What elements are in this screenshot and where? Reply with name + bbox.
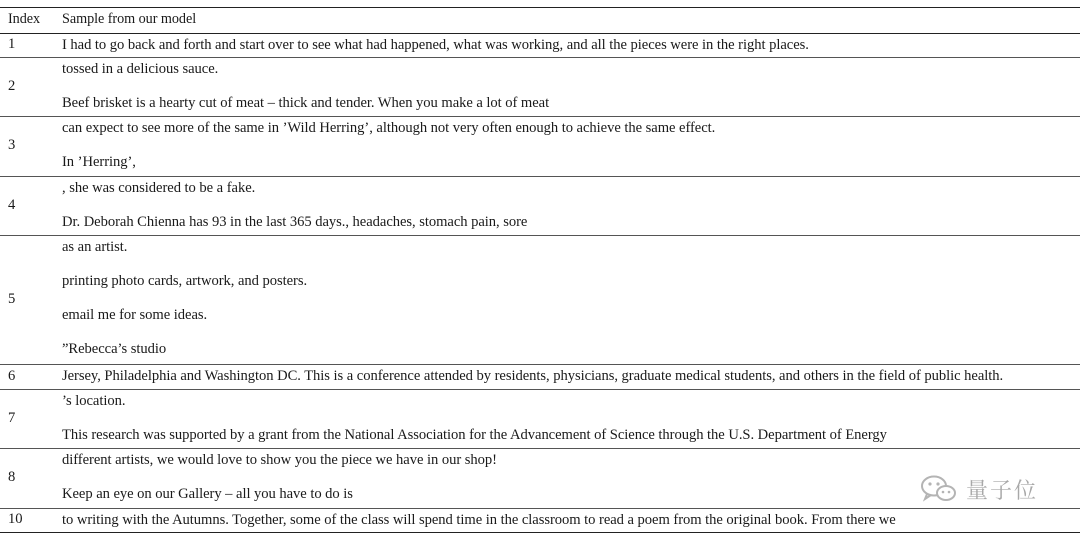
row-sample-line: tossed in a delicious sauce. bbox=[62, 61, 219, 77]
row-index: 2 bbox=[8, 78, 16, 94]
header-rule bbox=[0, 33, 1080, 34]
table-top-rule bbox=[0, 7, 1080, 8]
row-sample-line: to writing with the Autumns. Together, some of the class will spend time in the classroom to read a poem from the original book. From there we bbox=[62, 512, 896, 528]
row-sample-line: as an artist. bbox=[62, 239, 128, 255]
watermark bbox=[920, 472, 1038, 506]
row-index: 7 bbox=[8, 410, 16, 426]
row-sample-line: Dr. Deborah Chienna has 93 in the last 365 days., headaches, stomach pain, sore bbox=[62, 214, 528, 230]
wechat-icon bbox=[920, 474, 958, 504]
row-index: 5 bbox=[8, 291, 16, 307]
row-sample-line: In ’Herring’, bbox=[62, 154, 136, 170]
row-sample-line: I had to go back and forth and start over to see what had happened, what was working, and all the pieces were in the right places. bbox=[62, 37, 809, 53]
row-sample-line: Jersey, Philadelphia and Washington DC. This is a conference attended by residents, physicians, graduate medical students, and others in the field of public health. bbox=[62, 368, 1004, 384]
row-sample-line: , she was considered to be a fake. bbox=[62, 180, 256, 196]
row-sample-line: different artists, we would love to show you the piece we have in our shop! bbox=[62, 452, 497, 468]
row-index: 3 bbox=[8, 137, 16, 153]
header-sample: Sample from our model bbox=[62, 11, 197, 27]
row-sample-line: email me for some ideas. bbox=[62, 307, 208, 323]
row-rule bbox=[0, 448, 1080, 449]
watermark-text: 量子位 bbox=[966, 478, 1039, 504]
row-sample-line: ”Rebecca’s studio bbox=[62, 341, 167, 357]
row-rule bbox=[0, 389, 1080, 390]
row-sample-line: This research was supported by a grant from the National Association for the Advancement of Science through the U.S. Department of Energy bbox=[62, 427, 887, 443]
row-sample-line: ’s location. bbox=[62, 393, 126, 409]
row-sample-line: printing photo cards, artwork, and posters. bbox=[62, 273, 308, 289]
row-rule bbox=[0, 176, 1080, 177]
row-sample-line: can expect to see more of the same in ’Wild Herring’, although not very often enough to achieve the same effect. bbox=[62, 120, 716, 136]
row-rule bbox=[0, 116, 1080, 117]
row-index: 10 bbox=[8, 511, 23, 527]
row-sample-line: Beef brisket is a hearty cut of meat – thick and tender. When you make a lot of meat bbox=[62, 95, 550, 111]
row-index: 6 bbox=[8, 368, 16, 384]
row-rule bbox=[0, 57, 1080, 58]
row-rule bbox=[0, 364, 1080, 365]
row-index: 4 bbox=[8, 197, 16, 213]
row-index: 1 bbox=[8, 36, 16, 52]
row-rule bbox=[0, 235, 1080, 236]
row-sample-line: Keep an eye on our Gallery – all you have to do is bbox=[62, 486, 353, 502]
header-index: Index bbox=[8, 11, 41, 27]
row-rule bbox=[0, 508, 1080, 509]
row-rule bbox=[0, 532, 1080, 533]
row-index: 8 bbox=[8, 469, 16, 485]
